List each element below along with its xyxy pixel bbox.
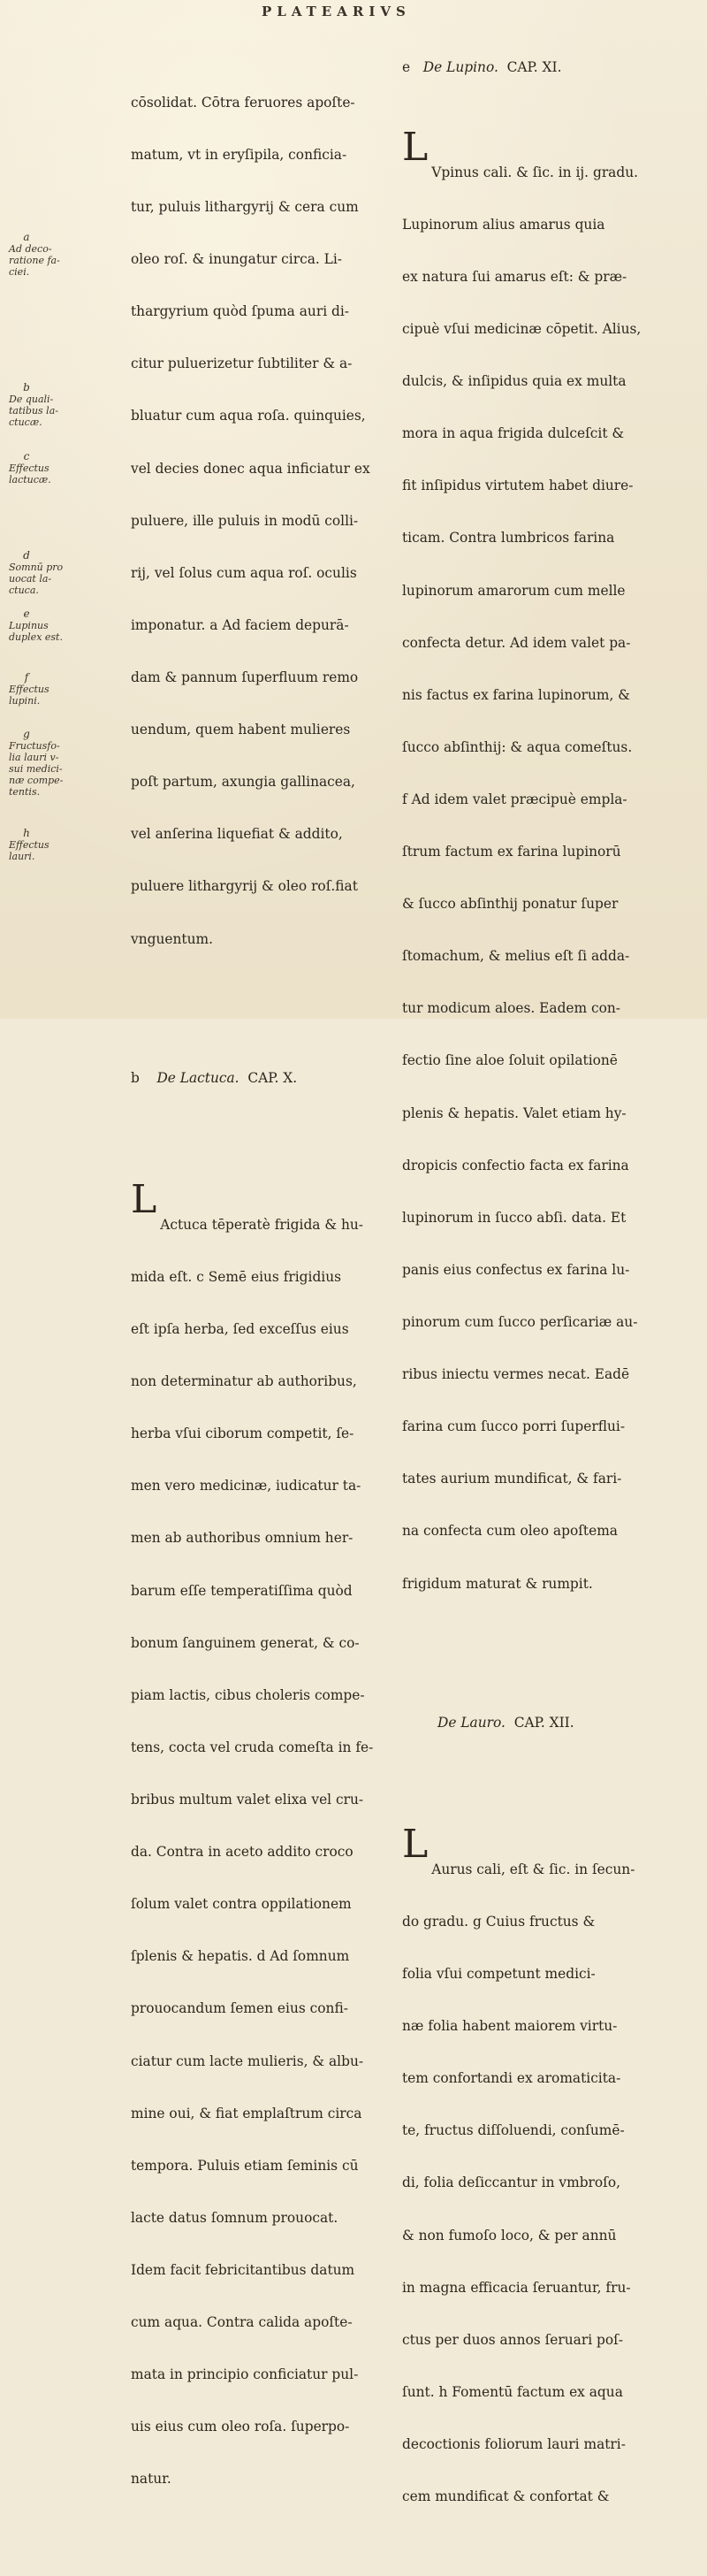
- text-line: ſolum valet contra oppilationem: [131, 1896, 352, 1913]
- margin-note-f: [9, 672, 133, 707]
- margin-note-d: [9, 550, 133, 596]
- text-line: rij, vel ſolus cum aqua roſ. oculis: [131, 564, 357, 581]
- drop-cap-L: L: [131, 1177, 157, 1223]
- note-mark: h: [23, 827, 30, 839]
- text-line: te, fructus diſſoluendi, conſumē-: [402, 2122, 625, 2139]
- text-line: fectio ſine aloe ſoluit opilationē: [402, 1052, 618, 1069]
- note-text: Ad deco- ratione fa- ciei.: [9, 243, 60, 278]
- text-line: ciatur cum lacte mulieris, & albu-: [131, 2052, 364, 2069]
- margin-note-g: [9, 729, 133, 798]
- chapter-name: De Lactuca.: [156, 1070, 239, 1087]
- chapter-number: CAP. XII.: [513, 1715, 574, 1731]
- chapter-name: De Lauro.: [437, 1715, 506, 1731]
- text-line: herba vſui ciborum competit, ſe-: [131, 1426, 354, 1442]
- note-mark: g: [23, 728, 30, 740]
- text-line: na confecta cum oleo apoſtema: [402, 1523, 618, 1540]
- note-mark: b: [23, 381, 30, 394]
- chapter-number: CAP. XI.: [506, 59, 562, 76]
- text-line: tur modicum aloes. Eadem con-: [402, 1000, 621, 1017]
- note-text: Fructusfo- lia lauri v- sui medici- næ compe- tentis.: [9, 740, 64, 798]
- text-line: panis eius confectus ex farina lu-: [402, 1261, 630, 1278]
- text-line: puluere, ille puluis in modū colli-: [131, 512, 359, 529]
- text-line: vel decies donec aqua inficiatur ex: [131, 460, 370, 477]
- margin-notes: [0, 0, 115, 1019]
- text-line: Actuca tēperatè frigida & hu-: [160, 1216, 363, 1233]
- text-line: natur.: [131, 2471, 171, 2488]
- note-mark: e: [23, 608, 30, 620]
- paragraph-continued: [131, 59, 387, 982]
- note-mark: a: [23, 231, 30, 243]
- chapter-number: CAP. X.: [247, 1070, 298, 1087]
- text-line: mine oui, & fiat emplaſtrum circa: [131, 2105, 362, 2121]
- text-line: mora in aqua frigida dulceſcit &: [402, 425, 625, 442]
- text-line: farina cum ſucco porri ſuperflui-: [402, 1418, 626, 1435]
- drop-cap-L: L: [402, 125, 429, 171]
- text-line: puluere lithargyrij & oleo roſ.fiat: [131, 878, 358, 895]
- text-line: poſt partum, axungia gallinacea,: [131, 774, 355, 791]
- text-line: plenis & hepatis. Valet etiam hy-: [402, 1105, 627, 1121]
- text-line: da. Contra in aceto addito croco: [131, 1844, 354, 1861]
- text-line: tur, puluis lithargyrij & cera cum: [131, 199, 359, 216]
- text-line: ribus iniectu vermes necat. Eadē: [402, 1366, 630, 1383]
- text-line: piam lactis, cibus choleris compe-: [131, 1686, 365, 1703]
- note-text: Somnū pro uocat la- ctuca.: [9, 562, 64, 596]
- text-line: in magna efficacia ſeruantur, fru-: [402, 2279, 631, 2296]
- text-line: uendum, quem habent mulieres: [131, 722, 351, 738]
- text-line: men ab authoribus omnium her-: [131, 1530, 354, 1547]
- text-line: Idem facit febricitantibus datum: [131, 2261, 355, 2278]
- margin-note-h: [9, 828, 133, 862]
- text-line: cipuè vſui medicinæ cōpetit. Alius,: [402, 320, 642, 337]
- text-line: pinorum cum ſucco perſicariæ au-: [402, 1314, 638, 1331]
- text-line: lupinorum amarorum cum melle: [402, 582, 626, 599]
- text-line: f Ad idem valet præcipuè empla-: [402, 791, 627, 807]
- text-line: ſplenis & hepatis. d Ad ſomnum: [131, 1948, 350, 1965]
- text-line: thargyrium quòd ſpuma auri di-: [131, 303, 349, 320]
- left-column: [131, 25, 387, 2558]
- text-line: bribus multum valet elixa vel cru-: [131, 1792, 364, 1808]
- text-line: non determinatur ab authoribus,: [131, 1373, 357, 1390]
- text-line: cōsolidat. Cōtra feruores apoſte-: [131, 94, 355, 111]
- chapter-name: De Lupino.: [422, 59, 498, 76]
- text-line: mida eſt. c Semē eius frigidius: [131, 1268, 342, 1285]
- text-line: dropicis confectio facta ex farina: [402, 1157, 629, 1173]
- text-line: oleo roſ. & inungatur circa. Li-: [131, 251, 343, 268]
- text-line: eſt ipſa herba, ſed exceſſus eius: [131, 1321, 349, 1338]
- text-line: tens, cocta vel cruda comeſta in fe-: [131, 1739, 374, 1755]
- text-line: dam & pannum ſuperfluum remo: [131, 669, 359, 686]
- text-line: ex natura ſui amarus eſt: & præ-: [402, 268, 627, 285]
- note-mark: f: [24, 671, 29, 684]
- text-line: confecta detur. Ad idem valet pa-: [402, 634, 631, 651]
- margin-note-c: [9, 451, 133, 485]
- text-line: & non fumoſo loco, & per annū: [402, 2227, 617, 2243]
- chapter-title-lactuca: [131, 1070, 387, 1088]
- text-line: cem mundificat & confortat &: [402, 2488, 610, 2505]
- text-line: ſunt. h Fomentū factum ex aqua: [402, 2383, 623, 2400]
- drop-cap-L: L: [402, 1822, 429, 1868]
- chapter-mark: b: [131, 1070, 140, 1087]
- note-mark: d: [23, 549, 30, 562]
- text-line: folia vſui competunt medici-: [402, 1966, 596, 1983]
- right-column: [402, 25, 694, 2576]
- note-text: Lupinus duplex est.: [9, 620, 63, 643]
- text-line: uis eius cum oleo roſa. ſuperpo-: [131, 2419, 350, 2435]
- margin-note-e: [9, 608, 133, 643]
- text-line: di, folia deſiccantur in vmbroſo,: [402, 2175, 621, 2191]
- text-line: tempora. Puluis etiam ſeminis cū: [131, 2157, 359, 2174]
- text-line: tem confortandi ex aromaticita-: [402, 2070, 621, 2087]
- text-line: tates aurium mundificat, & fari-: [402, 1471, 622, 1487]
- margin-note-a: [9, 232, 133, 278]
- text-line: nis factus ex farina lupinorum, &: [402, 686, 630, 703]
- note-text: Effectus lupini.: [9, 684, 49, 707]
- text-line: ſtomachum, & melius eſt ſi adda-: [402, 948, 630, 965]
- text-line: cum aqua. Contra calida apoſte-: [131, 2314, 353, 2331]
- margin-note-b: [9, 382, 133, 428]
- text-line: fit inſipidus virtutem habet diure-: [402, 478, 634, 494]
- text-line: lupinorum in ſucco abſi. data. Et: [402, 1209, 627, 1226]
- text-line: citur puluerizetur ſubtiliter & a-: [131, 355, 353, 372]
- chapter-body-lauro: [402, 1809, 694, 2542]
- note-text: Effectus lactucæ.: [9, 462, 51, 485]
- text-line: Vpinus cali. & ſic. in ij. gradu.: [431, 164, 639, 180]
- text-line: frigidum maturat & rumpit.: [402, 1575, 593, 1592]
- text-line: bluatur cum aqua roſa. quinquies,: [131, 408, 366, 424]
- text-line: lacte datus ſomnum prouocat.: [131, 2209, 338, 2226]
- text-line: barum eſſe temperatiſſima quòd: [131, 1582, 353, 1599]
- text-line: decoctionis foliorum lauri matri-: [402, 2436, 626, 2453]
- note-text: De quali- tatibus la- ctucæ.: [9, 394, 58, 428]
- text-line: Lupinorum alius amarus quia: [402, 216, 605, 233]
- text-line: do gradu. g Cuius fructus &: [402, 1913, 596, 1930]
- chapter-body-lupino: [402, 112, 694, 1628]
- text-line: bonum ſanguinem generat, & co-: [131, 1634, 360, 1651]
- text-line: Aurus cali, eſt & ſic. in ſecun-: [431, 1861, 635, 1877]
- text-line: dulcis, & inſipidus quia ex multa: [402, 373, 627, 390]
- text-line: ctus per duos annos ſeruari poſ-: [402, 2331, 624, 2348]
- chapter-body-lactuca: [131, 1165, 387, 2524]
- text-line: imponatur. a Ad faciem depurā-: [131, 616, 349, 633]
- text-line: vnguentum.: [131, 930, 213, 947]
- note-text: Effectus lauri.: [9, 839, 49, 862]
- text-line: prouocandum ſemen eius confi-: [131, 2000, 348, 2017]
- text-line: men vero medicinæ, iudicatur ta-: [131, 1478, 361, 1494]
- text-line: & ſucco abſinthij ponatur ſuper: [402, 896, 619, 913]
- text-line: ſtrum factum ex farina lupinorū: [402, 844, 621, 860]
- text-line: mata in principio conficiatur pul-: [131, 2366, 359, 2383]
- chapter-mark: e: [402, 59, 411, 76]
- running-header: PLATEARIVS: [262, 4, 411, 19]
- chapter-title-lauro: [402, 1715, 694, 1732]
- note-mark: c: [23, 450, 30, 462]
- chapter-title-lupino: [402, 59, 694, 77]
- text-line: matum, vt in eryſipila, conficia-: [131, 146, 347, 163]
- text-line: vel anſerina liquefiat & addito,: [131, 826, 343, 843]
- text-line: ticam. Contra lumbricos farina: [402, 530, 615, 547]
- text-line: ſucco abſinthij: & aqua comeſtus.: [402, 738, 633, 755]
- text-line: næ folia habent maiorem virtu-: [402, 2018, 618, 2035]
